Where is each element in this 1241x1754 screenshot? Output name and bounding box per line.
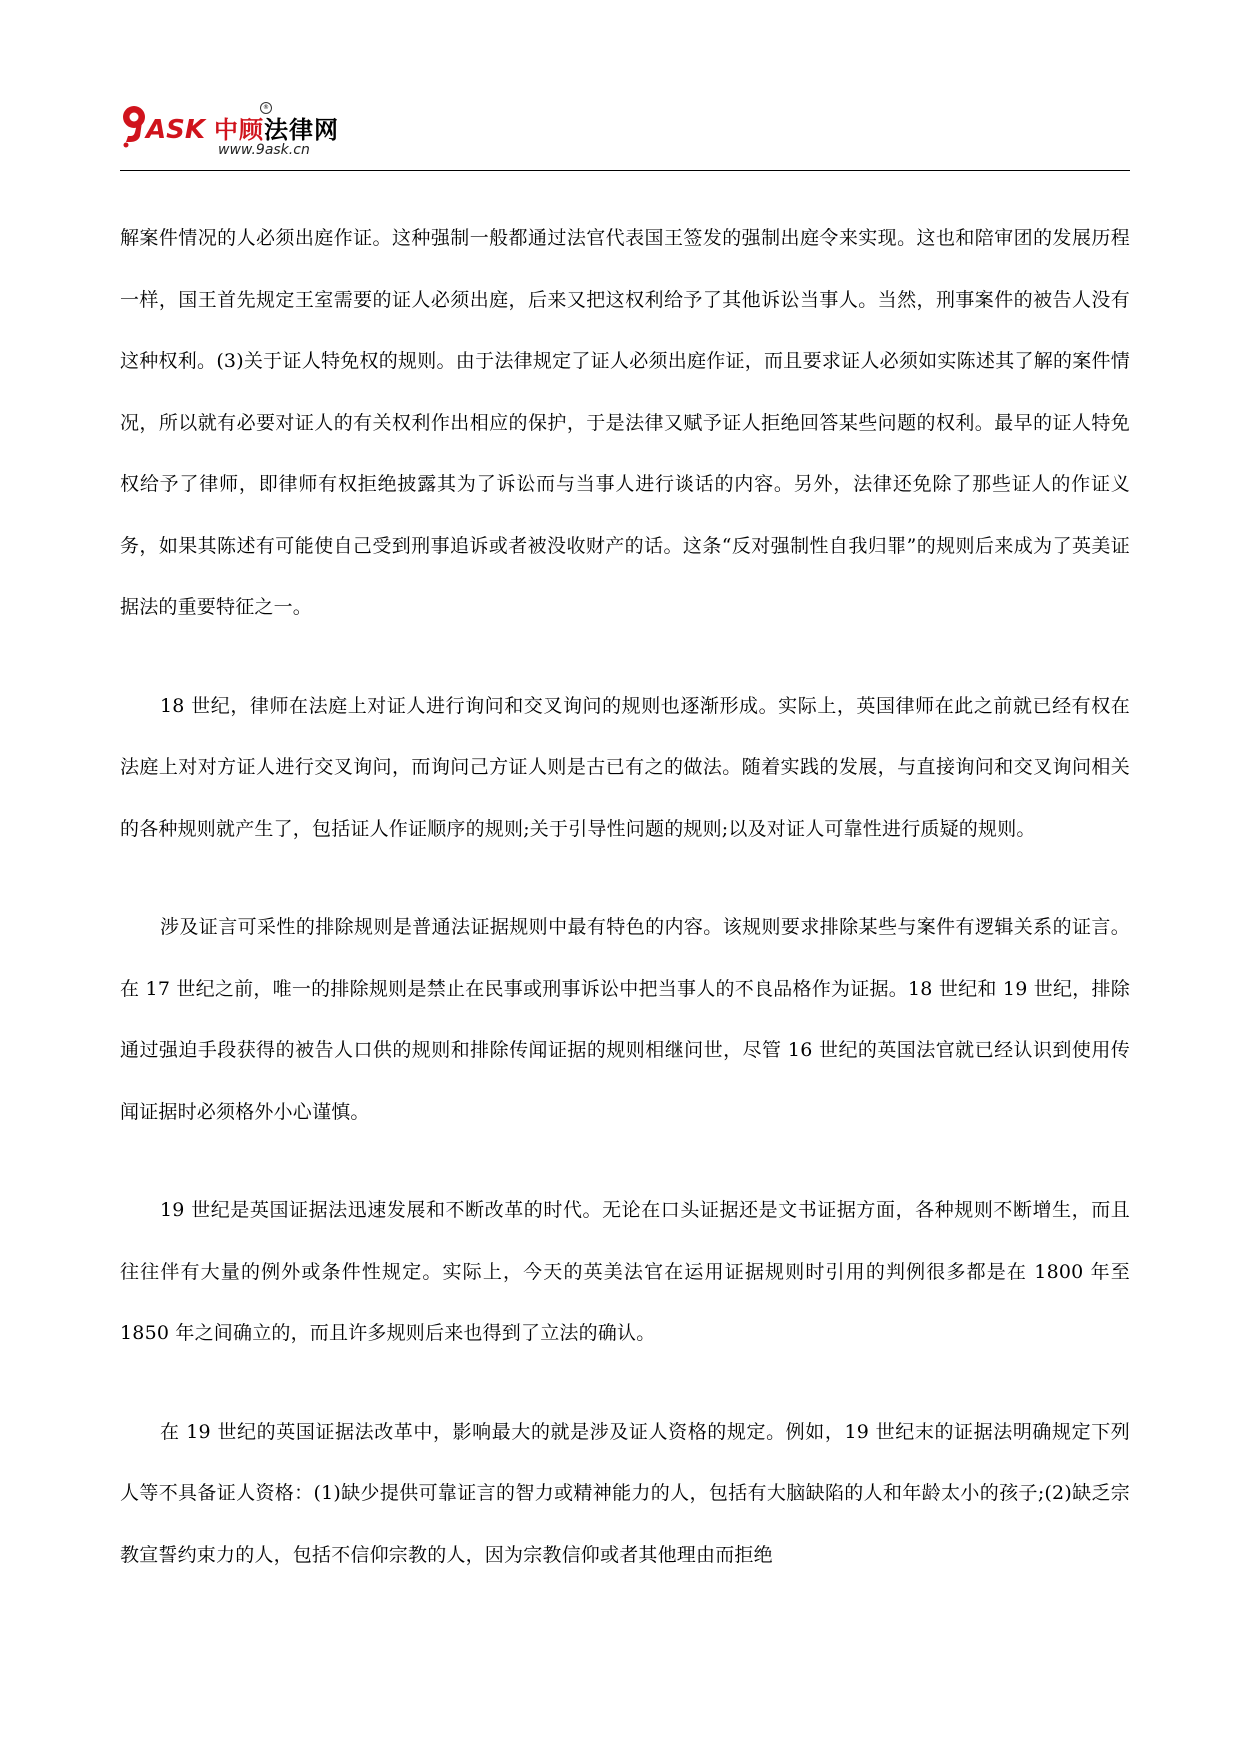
paragraph-2: 18 世纪，律师在法庭上对证人进行询问和交叉询问的规则也逐渐形成。实际上，英国律师在此之前就已经有权在法庭上对对方证人进行交叉询问，而询问己方证人则是古已有之的做法。随着实践的发展，与直接询问和交叉询问相关的各种规则就产生了，包括证人作证顺序的规则;关于引导性问题的规则;以及对证人可靠性进行质疑的规则。	[120, 694, 1130, 840]
paragraph-1: 解案件情况的人必须出庭作证。这种强制一般都通过法官代表国王签发的强制出庭令来实现。这也和陪审团的发展历程一样，国王首先规定王室需要的证人必须出庭，后来又把这权利给予了其他诉讼当事人。当然，刑事案件的被告人没有这种权利。(3)关于证人特免权的规则。由于法律规定了证人必须出庭作证，而且要求证人必须如实陈述其了解的案件情况，所以就有必要对证人的有关权利作出相应的保护，于是法律又赋予证人拒绝回答某些问题的权利。最早的证人特免权给予了律师，即律师有权拒绝披露其为了诉讼而与当事人进行谈话的内容。另外，法律还免除了那些证人的作证义务，如果其陈述有可能使自己受到刑事追诉或者被没收财产的话。这条“反对强制性自我归罪”的规则后来成为了英美证据法的重要特征之一。	[120, 227, 1130, 618]
page-header	[120, 88, 1130, 172]
registered-mark-icon: ®	[260, 102, 272, 114]
paragraph-3: 涉及证言可采性的排除规则是普通法证据规则中最有特色的内容。该规则要求排除某些与案件有逻辑关系的证言。在 17 世纪之前，唯一的排除规则是禁止在民事或刑事诉讼中把当事人的不良品格作为证据。18 世纪和 19 世纪，排除通过强迫手段获得的被告人口供的规则和排除传闻证据的规则相继问世，尽管 16 世纪的英国法官就已经认识到使用传闻证据时必须格外小心谨慎。	[120, 916, 1130, 1123]
9ask-logo-icon	[120, 102, 212, 148]
logo-chinese-name	[214, 110, 339, 145]
logo-url: www.9ask.cn	[218, 142, 310, 158]
paragraph-5: 在 19 世纪的英国证据法改革中，影响最大的就是涉及证人资格的规定。例如，19 世纪末的证据法明确规定下列人等不具备证人资格：(1)缺少提供可靠证言的智力或精神能力的人，包括有大脑缺陷的人和年龄太小的孩子;(2)缺乏宗教宣誓约束力的人，包括不信仰宗教的人，因为宗教信仰或者其他理由而拒绝	[120, 1420, 1130, 1566]
paragraph-4: 19 世纪是英国证据法迅速发展和不断改革的时代。无论在口头证据还是文书证据方面，各种规则不断增生，而且往往伴有大量的例外或条件性规定。实际上，今天的英美法官在运用证据规则时引用的判例很多都是在 1800 年至 1850 年之间确立的，而且许多规则后来也得到了立法的确认。	[120, 1199, 1130, 1344]
logo-cn-right: 法律网	[264, 116, 339, 144]
logo-brand-text: ASK	[146, 115, 205, 145]
document-body	[120, 214, 1130, 1623]
site-logo[interactable]	[120, 102, 360, 162]
logo-cn-left: 中顾	[214, 116, 264, 144]
header-divider	[120, 170, 1130, 171]
